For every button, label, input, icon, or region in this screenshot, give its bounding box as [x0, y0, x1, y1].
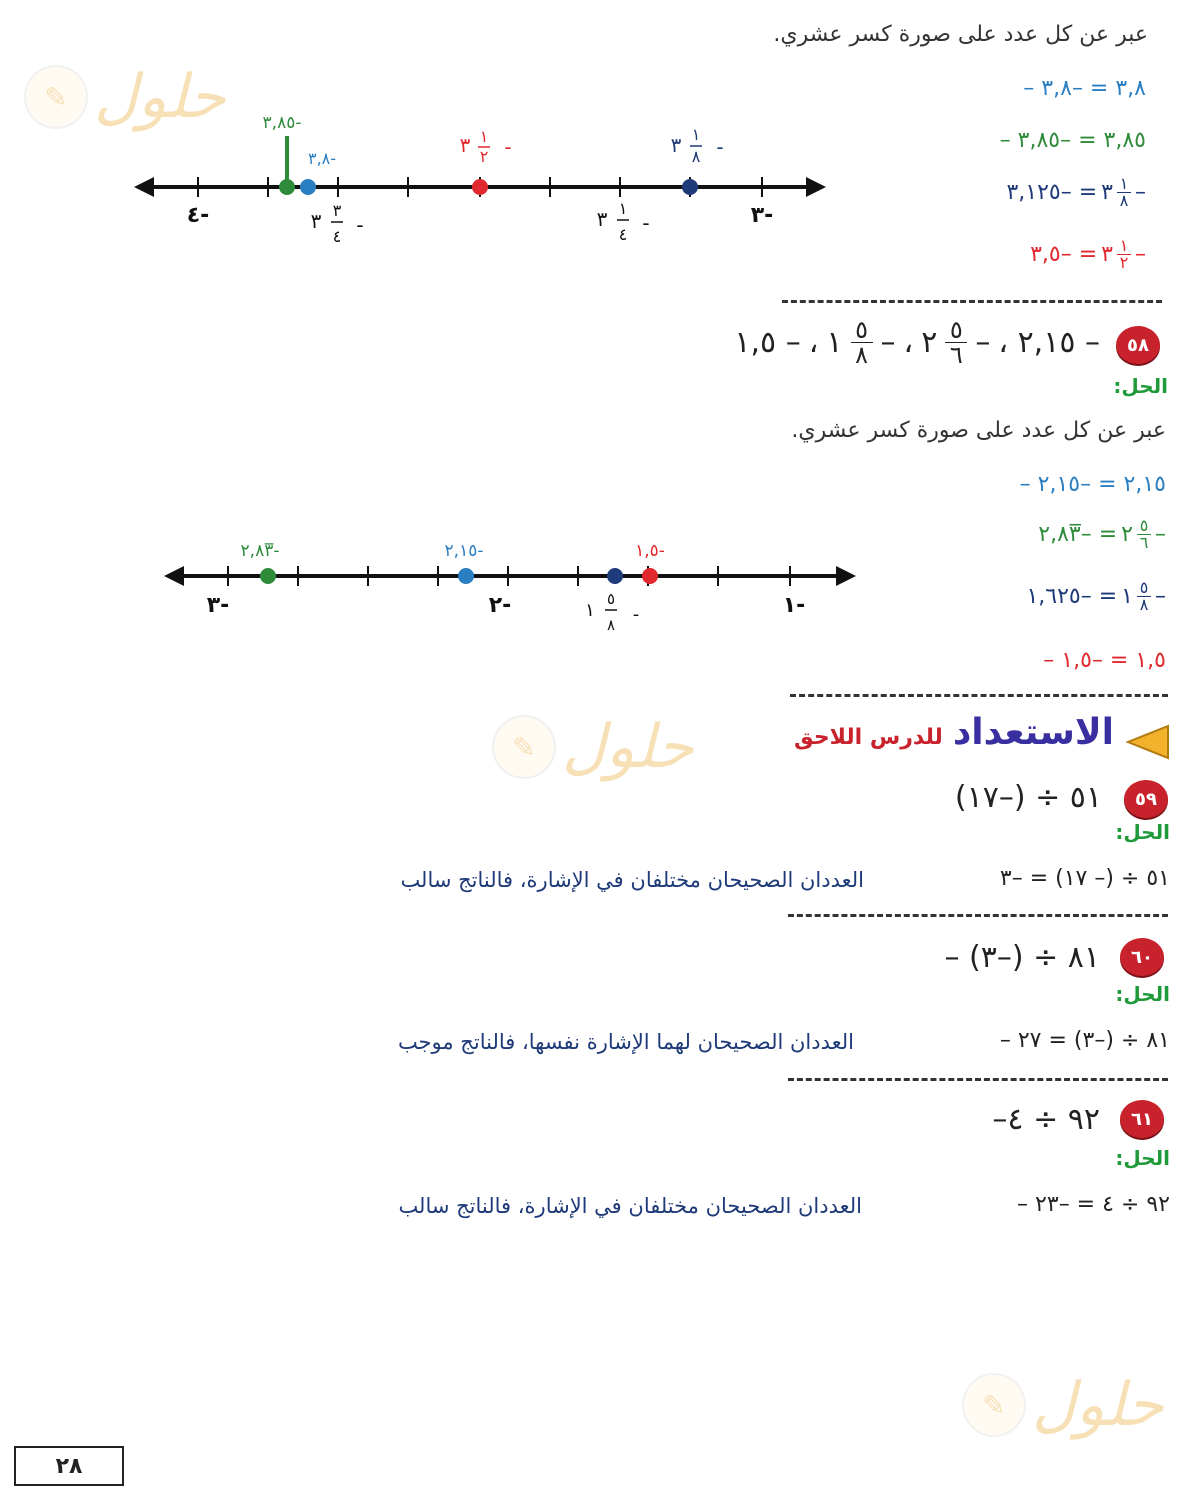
reason-text: العددان الصحيحان مختلفان في الإشارة، فالناتج سالب: [398, 1194, 862, 1218]
fraction: [1137, 518, 1151, 551]
separator: ،: [903, 325, 914, 360]
decimal-line: [1030, 238, 1146, 271]
point-red: [642, 568, 658, 584]
label-above: [671, 125, 724, 166]
numerator: ١: [1119, 236, 1129, 255]
page-number: ٢٨: [14, 1446, 124, 1486]
arrow-right-icon: [806, 177, 826, 197]
sign: –: [1135, 242, 1146, 267]
fraction: [1117, 238, 1131, 271]
divider: [788, 1078, 1168, 1081]
denominator: ٢: [1119, 253, 1129, 272]
numerator: ٥: [855, 316, 868, 344]
watermark-text: حلول: [1032, 1370, 1164, 1440]
question-badge-58: ٥٨: [1116, 326, 1160, 364]
solution-label: الحل:: [1115, 1146, 1170, 1170]
result: = –١,٦٢٥: [1026, 584, 1118, 609]
point-navy: [607, 568, 623, 584]
label-above: -٣,٨٥: [262, 113, 302, 133]
work-line: – ٨١ ÷ (–٣) = ٢٧: [999, 1028, 1170, 1053]
whole-part: ٣: [596, 207, 608, 231]
whole-part: ٣: [1101, 242, 1113, 267]
watermark-text: حلول: [94, 62, 226, 132]
whole-part: ٣: [670, 133, 682, 157]
numerator: ٣: [332, 201, 342, 220]
logo-circle-icon: ✎: [24, 65, 88, 129]
decimal-line: [1038, 518, 1166, 551]
label-below: [311, 201, 364, 246]
decimal-line: – ٣,٨ = –٣,٨: [1023, 76, 1146, 101]
label-below: [585, 590, 639, 634]
denominator: ٤: [332, 227, 342, 246]
whole-part: ١: [1121, 584, 1133, 609]
whole-part: ١: [585, 600, 595, 621]
question-badge-59: ٥٩: [1124, 780, 1168, 818]
label-above: -٣,٨: [307, 149, 337, 168]
solution-label: الحل:: [1113, 374, 1168, 398]
fraction: [1117, 176, 1131, 209]
decimal-line: – ٣,٨٥ = –٣,٨٥: [999, 128, 1146, 153]
expr-term: – ٢,١٥ ،: [998, 325, 1100, 360]
numerator: ٥: [1139, 578, 1149, 597]
numerator: ١: [479, 127, 489, 146]
arrow-right-icon: [836, 566, 856, 586]
logo-circle-icon: ✎: [962, 1373, 1026, 1437]
reason-text: العددان الصحيحان مختلفان في الإشارة، فالناتج سالب: [400, 868, 864, 892]
label-above: -١,٥: [635, 541, 665, 561]
fraction: [1137, 580, 1151, 613]
separator: ،: [808, 325, 819, 360]
whole-part: ٣: [1101, 180, 1113, 205]
whole-part: ٢: [921, 325, 938, 360]
arrow-left-icon: [134, 177, 154, 197]
reason-text: العددان الصحيحان لهما الإشارة نفسها، فالناتج موجب: [397, 1030, 854, 1054]
number-line-2: [160, 530, 860, 650]
denominator: ٨: [691, 147, 701, 166]
sign: –: [1155, 522, 1166, 547]
tick-label: -٣: [206, 593, 230, 618]
numerator: ٥: [949, 316, 963, 344]
prep-header: [794, 712, 1114, 753]
point-green: [260, 568, 276, 584]
number-line-1: [130, 100, 830, 260]
whole-part: ١: [826, 325, 843, 360]
decimal-line: [1026, 580, 1166, 613]
denominator: ٨: [606, 616, 616, 634]
whole-part: ٢: [1121, 522, 1133, 547]
point-navy: [682, 179, 698, 195]
denominator: ٨: [1119, 191, 1129, 210]
label-above: [460, 127, 512, 166]
sign: –: [1155, 584, 1166, 609]
decimal-line: – ٢,١٥ = –٢,١٥: [1019, 472, 1166, 497]
question-expression: [734, 318, 1100, 367]
svg-text:-: -: [356, 213, 364, 237]
question-badge-61: ٦١: [1120, 1100, 1164, 1138]
svg-text:-: -: [632, 604, 640, 625]
tick-label: -٢: [488, 593, 512, 618]
logo-circle-icon: ✎: [492, 715, 556, 779]
whole-part: ٣: [459, 133, 471, 157]
point-blue: [300, 179, 316, 195]
svg-text:-: -: [642, 211, 650, 235]
label-above: -٢,١٥: [444, 541, 484, 561]
svg-text:-: -: [716, 135, 724, 159]
point-blue: [458, 568, 474, 584]
tick-label: -١: [782, 593, 806, 618]
denominator: ٤: [618, 225, 628, 244]
instruction-text: عبر عن كل عدد على صورة كسر عشري.: [773, 22, 1148, 47]
solution-label: الحل:: [1115, 820, 1170, 844]
svg-text:-: -: [504, 135, 512, 159]
result: = –٣,١٢٥: [1006, 180, 1098, 205]
prep-title: الاستعداد: [952, 712, 1114, 753]
label-above: -٢,٨٣̅: [240, 541, 280, 561]
result: = –٢,٨٣̅: [1038, 522, 1118, 547]
numerator: ٥: [606, 590, 616, 608]
arrow-left-icon: [164, 566, 184, 586]
denominator: ٢: [479, 147, 489, 166]
fraction: [851, 318, 873, 367]
divider: [782, 300, 1162, 303]
point-red: [472, 179, 488, 195]
divider: [790, 694, 1168, 697]
watermark-logo: [492, 712, 694, 782]
tick-label: -٤: [186, 203, 210, 228]
instruction-text: عبر عن كل عدد على صورة كسر عشري.: [791, 418, 1166, 443]
watermark-logo: [962, 1370, 1164, 1440]
decimal-line: – ١,٥ = –١,٥: [1043, 648, 1166, 673]
triangle-arrow-icon: [1124, 722, 1170, 762]
fraction: [945, 318, 967, 367]
question-expression: ٥١ ÷ (–١٧): [954, 780, 1102, 815]
denominator: ٨: [1139, 595, 1149, 614]
denominator: ٦: [1139, 533, 1149, 552]
numerator: ١: [1119, 174, 1129, 193]
tick-label: -٣: [750, 203, 774, 228]
sign: –: [975, 325, 991, 360]
expr-term: – ١,٥: [734, 325, 801, 360]
work-line: – ٩٢ ÷ ٤ = –٢٣: [1017, 1192, 1170, 1217]
numerator: ١: [691, 125, 701, 144]
question-badge-60: ٦٠: [1120, 938, 1164, 976]
whole-part: ٣: [310, 209, 322, 233]
numerator: ١: [618, 199, 628, 218]
divider: [788, 914, 1168, 917]
question-expression: – ٨١ ÷ (–٣): [944, 940, 1100, 975]
label-below: [597, 199, 650, 244]
numerator: ٥: [1139, 516, 1149, 535]
work-line: ٥١ ÷ (– ١٧) = –٣: [999, 866, 1170, 891]
denominator: ٦: [949, 341, 963, 369]
point-green: [279, 179, 295, 195]
sign: –: [880, 325, 896, 360]
sign: –: [1135, 180, 1146, 205]
solution-label: الحل:: [1115, 982, 1170, 1006]
watermark-text: حلول: [562, 712, 694, 782]
prep-subtitle: للدرس اللاحق: [793, 725, 943, 750]
result: = –٣,٥: [1030, 242, 1098, 267]
question-expression: –٩٢ ÷ ٤: [992, 1102, 1100, 1137]
denominator: ٨: [855, 341, 868, 369]
decimal-line: [1006, 176, 1146, 209]
